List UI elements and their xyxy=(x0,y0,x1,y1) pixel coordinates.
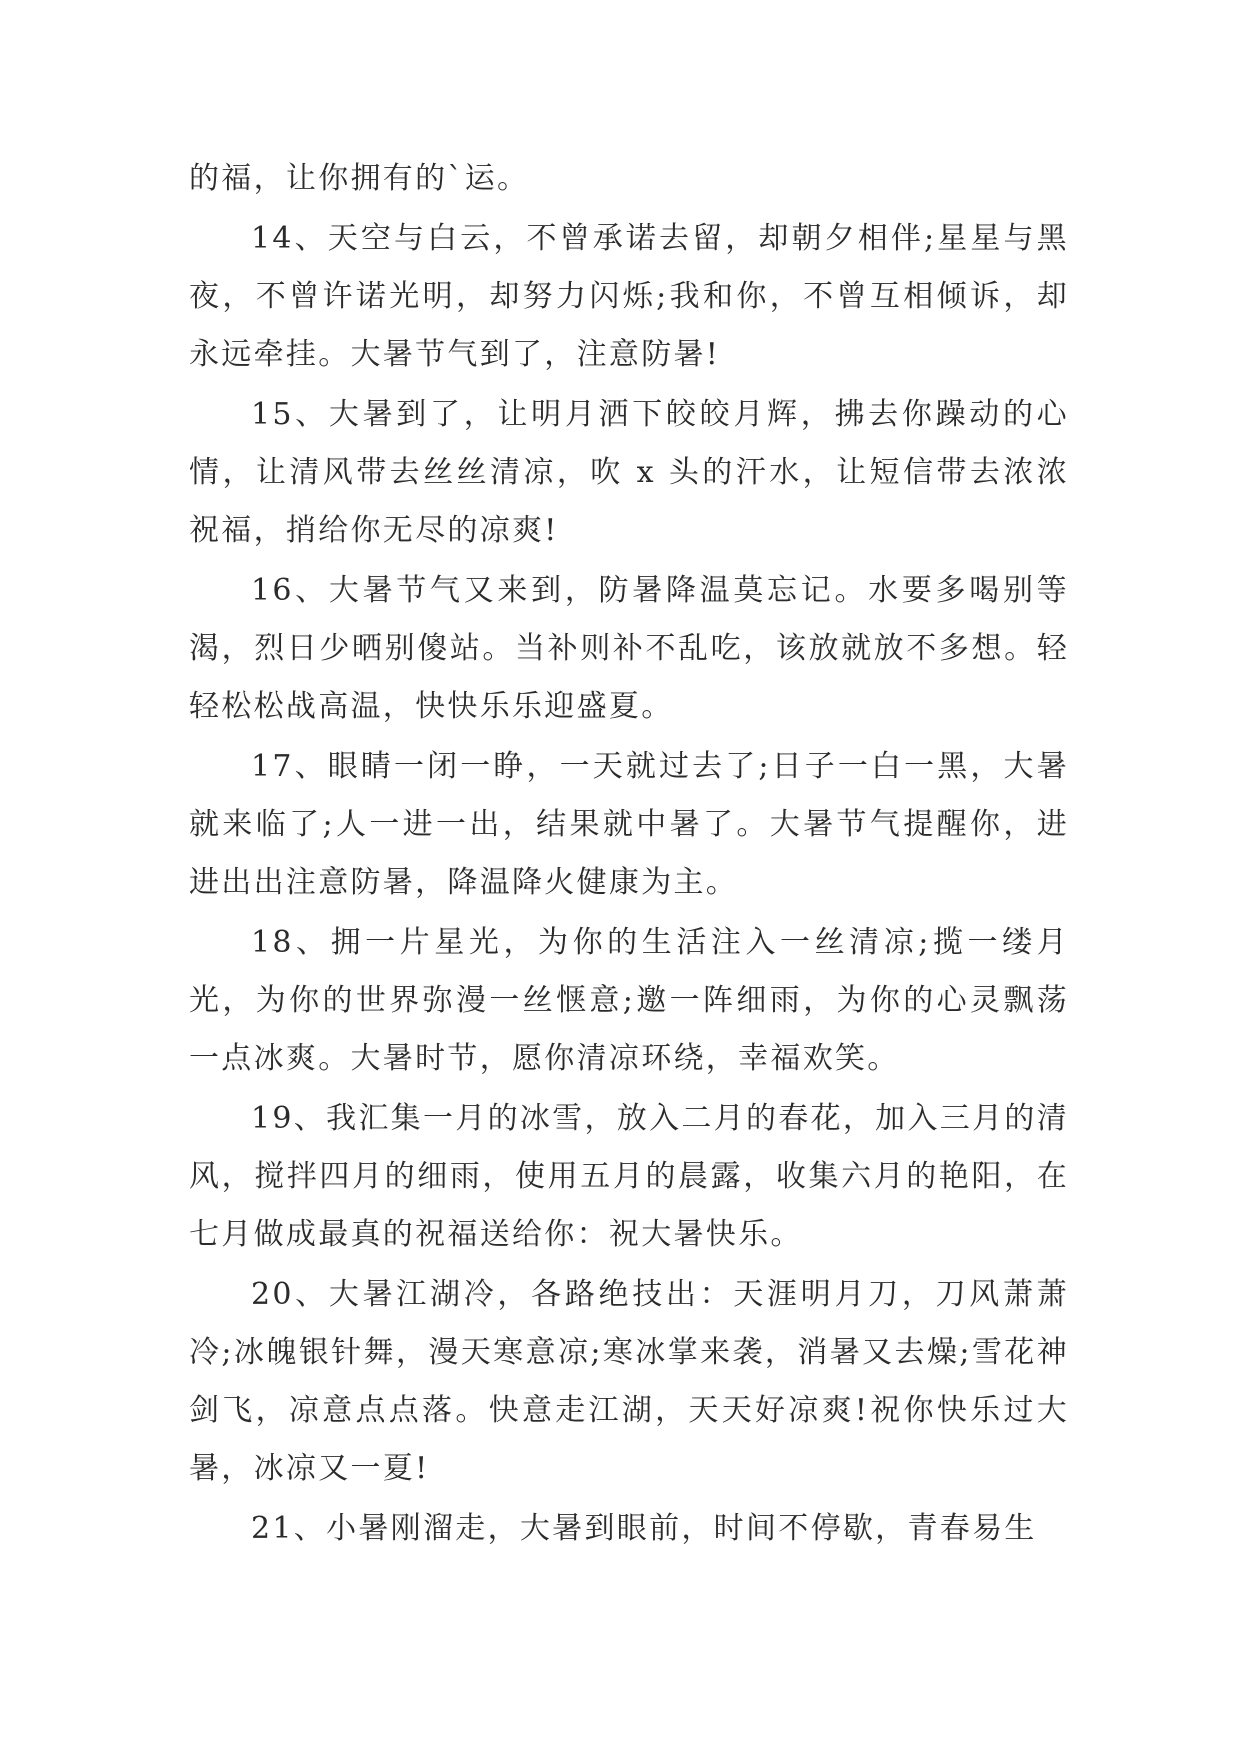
paragraph-13-continuation: 的福，让你拥有的`运。 xyxy=(189,161,530,196)
paragraph-16: 16、大暑节气又来到，防暑降温莫忘记。水要多喝别等渴，烈日少晒别傻站。当补则补不乱吃，该放就放不多想。轻轻松松战高温，快快乐乐迎盛夏。 xyxy=(189,573,1069,724)
paragraph-21: 21、小暑刚溜走，大暑到眼前，时间不停歇，青春易生 xyxy=(251,1511,1037,1546)
paragraph-18: 18、拥一片星光，为你的生活注入一丝清凉;揽一缕月光，为你的世界弥漫一丝惬意;邀一阵细雨，为你的心灵飘荡一点冰爽。大暑时节，愿你清凉环绕，幸福欢笑。 xyxy=(189,925,1069,1076)
paragraph-14: 14、天空与白云，不曾承诺去留，却朝夕相伴;星星与黑夜，不曾许诺光明，却努力闪烁;我和你，不曾互相倾诉，却永远牵挂。大暑节气到了，注意防暑! xyxy=(189,221,1069,372)
document-body xyxy=(189,150,1069,1560)
paragraph-19: 19、我汇集一月的冰雪，放入二月的春花，加入三月的清风，搅拌四月的细雨，使用五月的晨露，收集六月的艳阳，在七月做成最真的祝福送给你：祝大暑快乐。 xyxy=(189,1101,1069,1252)
paragraph-15: 15、大暑到了，让明月洒下皎皎月辉，拂去你躁动的心情，让清风带去丝丝清凉，吹 x 头的汗水，让短信带去浓浓祝福，捎给你无尽的凉爽! xyxy=(189,397,1069,548)
paragraph-20: 20、大暑江湖冷，各路绝技出：天涯明月刀，刀风萧萧冷;冰魄银针舞，漫天寒意凉;寒冰掌来袭，消暑又去燥;雪花神剑飞，凉意点点落。快意走江湖，天天好凉爽!祝你快乐过大暑，冰凉又一夏! xyxy=(189,1277,1069,1486)
paragraph-17: 17、眼睛一闭一睁，一天就过去了;日子一白一黑，大暑就来临了;人一进一出，结果就中暑了。大暑节气提醒你，进进出出注意防暑，降温降火健康为主。 xyxy=(189,749,1069,900)
